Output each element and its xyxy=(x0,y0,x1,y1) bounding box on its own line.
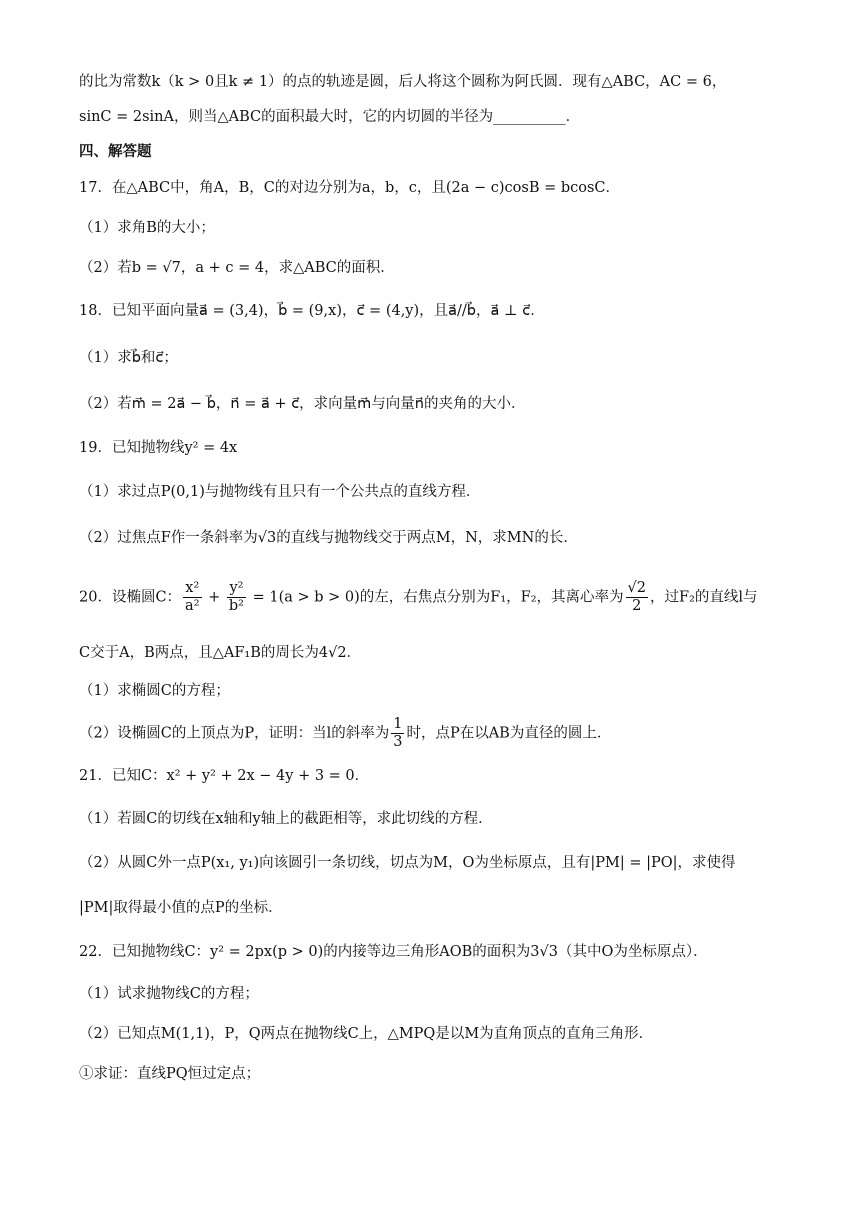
fraction-sqrt2-over-2: $\frac{√2}{2}$ xyxy=(627,580,647,614)
q20-text-a: 20．设椭圆C： xyxy=(79,589,182,606)
q20-continuation: C交于A，B两点，且△AF₁B的周长为4√2． xyxy=(79,645,362,661)
question-22: 22．已知抛物线C：y² = 2px(p > 0)的内接等边三角形AOB的面积为3√3（其中O为坐标原点）． xyxy=(79,944,708,960)
q19-part-2: （2）过焦点F作一条斜率为√3的直线与抛物线交于两点M，N，求MN的长． xyxy=(79,530,578,546)
text-line-2: sinC = 2sinA，则当△ABC的面积最大时，它的内切圆的半径为__________． xyxy=(79,109,581,125)
q17-part-1: （1）求角B的大小； xyxy=(79,220,215,236)
q21-part-1: （1）若圆C的切线在x轴和y轴上的截距相等，求此切线的方程． xyxy=(79,811,493,827)
q20-part-1: （1）求椭圆C的方程； xyxy=(79,683,230,699)
q20-text-b: = 1(a > b > 0)的左，右焦点分别为F₁，F₂，其离心率为 xyxy=(248,589,624,606)
q20-part-2-text-b: 时，点P在以AB为直径的圆上． xyxy=(406,725,612,742)
plus-sign: + xyxy=(203,589,225,606)
question-21: 21．已知C：x² + y² + 2x − 4y + 3 = 0． xyxy=(79,768,370,784)
q20-text-c: ，过F₂的直线l与 xyxy=(650,589,758,606)
question-19: 19．已知抛物线y² = 4x xyxy=(79,440,238,456)
q20-part-2-text-a: （2）设椭圆C的上顶点为P，证明：当l的斜率为 xyxy=(79,725,390,742)
section-heading: 四、解答题 xyxy=(79,144,152,160)
q20-part-2 xyxy=(79,716,800,751)
q19-part-1: （1）求过点P(0,1)与抛物线有且只有一个公共点的直线方程． xyxy=(79,484,481,500)
fraction-y2-over-b2: $\frac{\text{y²}}{\text{b²}}$ xyxy=(228,580,244,614)
question-20 xyxy=(79,580,800,615)
fraction-x2-over-a2: $\frac{\text{x²}}{\text{a²}}$ xyxy=(185,580,200,614)
question-17: 17．在△ABC中，角A，B，C的对边分别为a，b，c，且(2a − c)cosB = bcosC． xyxy=(79,180,621,196)
fraction-one-third: $\frac{1}{3}$ xyxy=(393,716,403,750)
q21-part-2: （2）从圆C外一点P(x₁, y₁)向该圆引一条切线，切点为M，O为坐标原点，且有|PM| = |PO|，求使得 xyxy=(79,855,736,871)
text-line-1: 的比为常数k（k > 0且k ≠ 1）的点的轨迹是圆，后人将这个圆称为阿氏圆．现有△ABC，AC = 6， xyxy=(79,74,727,90)
q22-part-2: （2）已知点M(1,1)，P，Q两点在抛物线C上，△MPQ是以M为直角顶点的直角三角形． xyxy=(79,1026,654,1042)
q17-part-2: （2）若b = √7，a + c = 4，求△ABC的面积． xyxy=(79,260,395,276)
q22-part-1: （1）试求抛物线C的方程； xyxy=(79,986,259,1002)
q18-part-2: （2）若m⃗ = 2a⃗ − b⃗，n⃗ = a⃗ + c⃗，求向量m⃗与向量n⃗的夹角的大小． xyxy=(79,396,526,412)
q21-part-2-continuation: |PM|取得最小值的点P的坐标． xyxy=(79,900,283,916)
q22-sub-1: ①求证：直线PQ恒过定点； xyxy=(79,1066,261,1082)
question-18: 18．已知平面向量a⃗ = (3,4)，b⃗ = (9,x)，c⃗ = (4,y)，且a⃗//b⃗，a⃗ ⊥ c⃗． xyxy=(79,303,545,319)
q18-part-1: （1）求b⃗和c⃗； xyxy=(79,350,178,366)
